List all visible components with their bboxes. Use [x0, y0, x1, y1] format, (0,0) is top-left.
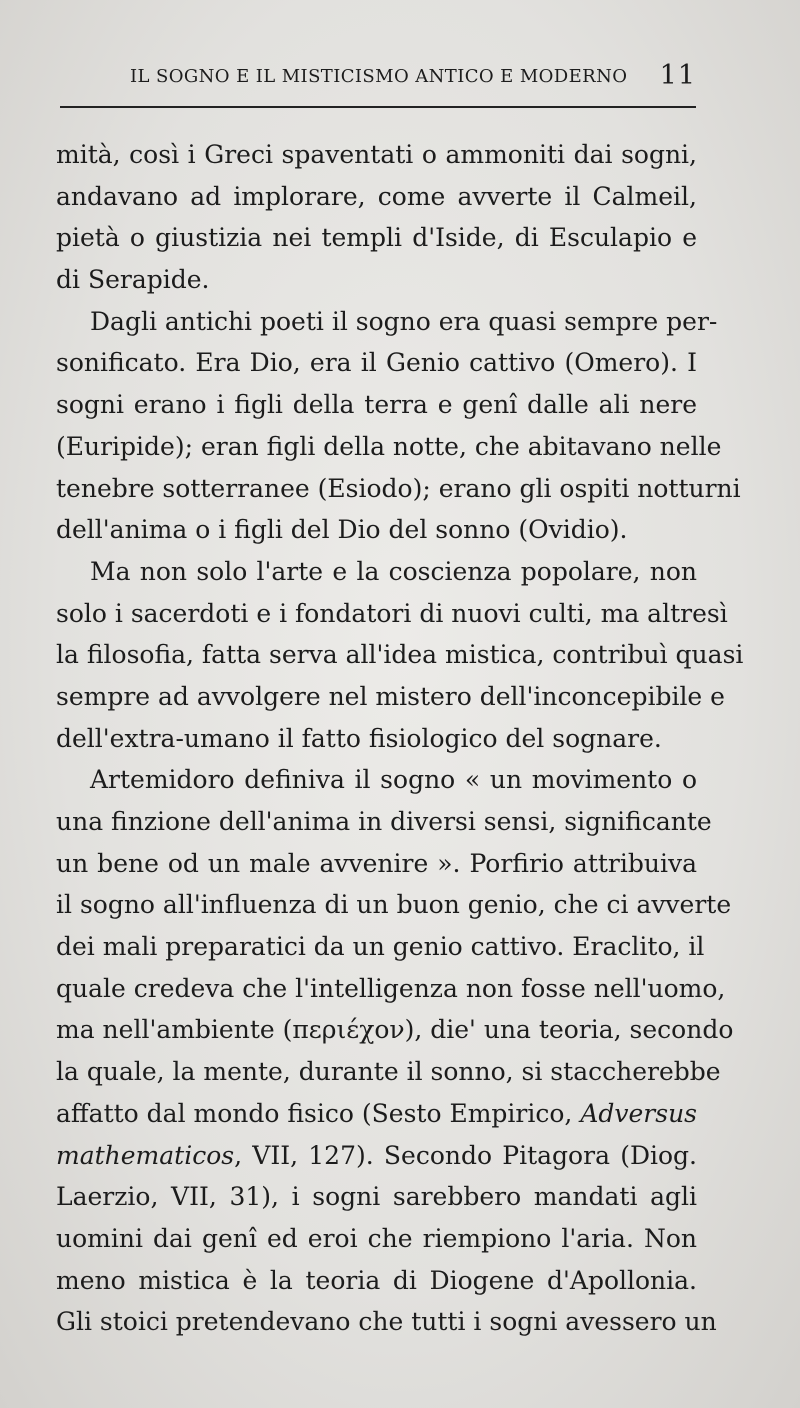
text-line: di Serapide. [56, 265, 210, 295]
text-line: Gli stoici pretendevano che tutti i sogni avessero un [56, 1307, 717, 1337]
body-text [56, 134, 744, 1343]
text-line: dell'extra-umano il fatto fisiologico del sognare. [56, 723, 662, 753]
text-line: sempre ad avvolgere nel mistero dell'inconcepibile e [56, 681, 725, 711]
text-line: quale credeva che l'intelligenza non fosse nell'uomo, [56, 973, 726, 1003]
italic-title: mathematicos [56, 1140, 235, 1170]
text-line: la quale, la mente, durante il sonno, si staccherebbe [56, 1057, 721, 1087]
text-line: il sogno all'influenza di un buon genio, che ci avverte [56, 890, 732, 920]
text-line: una finzione dell'anima in diversi sensi, significante [56, 807, 712, 836]
header-rule [60, 106, 696, 108]
text-line: Ma non solo l'arte e la coscienza popolare, non [90, 556, 697, 586]
text-line: Laerzio, VII, 31), i sogni sarebbero mandati agli [56, 1182, 697, 1212]
text-line: solo i sacerdoti e i fondatori di nuovi culti, ma altresì [56, 598, 728, 628]
text-line: Dagli antichi poeti il sogno era quasi sempre per- [90, 306, 718, 336]
text-line: tenebre sotterranee (Esiodo); erano gli ospiti notturni [56, 473, 741, 503]
text-line: (Euripide); eran figli della notte, che abitavano nelle [56, 431, 722, 461]
page-number: 11 [659, 60, 696, 91]
italic-title: Adversus [580, 1098, 697, 1128]
text-line: pietà o giustizia nei templi d'Iside, di Esculapio e [56, 223, 697, 253]
text-line [56, 1093, 697, 1135]
text-line: sogni erano i figli della terra e genî dalle ali nere [56, 390, 697, 420]
text-line: un bene od un male avvenire ». Porfirio attribuiva [56, 848, 697, 878]
text-line: andavano ad implorare, come avverte il Calmeil, [56, 181, 697, 211]
text-line: ma nell'ambiente (περιέχον), die' una teoria, secondo [56, 1015, 734, 1045]
running-title: IL SOGNO E IL MISTICISMO ANTICO E MODERNO [130, 66, 628, 87]
text-line: mità, così i Greci spaventati o ammoniti dai sogni, [56, 140, 697, 169]
text-line: Artemidoro definiva il sogno « un movimento o [90, 765, 697, 795]
text-segment: , VII, 127). Secondo Pitagora (Diog. [234, 1140, 697, 1170]
running-header [60, 60, 696, 96]
text-line: sonificato. Era Dio, era il Genio cattivo (Omero). I [56, 348, 697, 378]
text-line [56, 1135, 697, 1177]
text-segment: affatto dal mondo fisico (Sesto Empirico, [56, 1098, 573, 1128]
text-line: dei mali preparatici da un genio cattivo. Eraclito, il [56, 932, 705, 962]
text-line: dell'anima o i figli del Dio del sonno (Ovidio). [56, 515, 628, 545]
text-line: meno mistica è la teoria di Diogene d'Apollonia. [56, 1265, 697, 1295]
text-line: uomini dai genî ed eroi che riempiono l'aria. Non [56, 1223, 697, 1253]
text-line: la filosofia, fatta serva all'idea mistica, contribuì quasi [56, 640, 744, 670]
